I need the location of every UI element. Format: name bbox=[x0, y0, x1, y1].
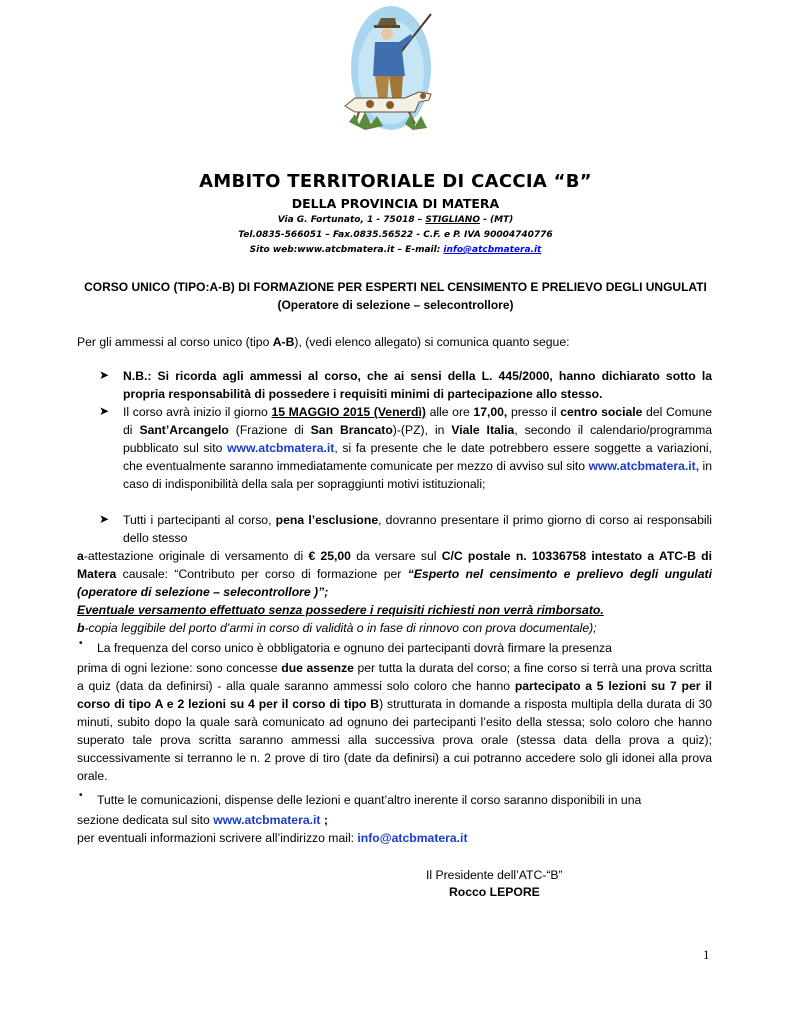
page-number: 1 bbox=[703, 947, 710, 962]
course-title: CORSO UNICO (TIPO:A-B) DI FORMAZIONE PER ESPERTI NEL CENSIMENTO E PRELIEVO DEGLI UNGULATI (Operatore di selezione – selecontrollore) bbox=[84, 280, 707, 312]
president-name: Rocco LEPORE bbox=[449, 885, 540, 899]
association-address: Via G. Fortunato, 1 - 75018 – STIGLIANO - (MT) bbox=[277, 215, 514, 225]
site-link[interactable]: www.atcbmatera.it bbox=[213, 813, 321, 827]
participants-info: Tutti i partecipanti al corso, pena l’esclusione, dovranno presentare il primo giorno di corso ai responsabili dello stesso bbox=[123, 513, 712, 545]
communications-site: sezione dedicata sul sito www.atcbmatera.it ; bbox=[77, 813, 328, 827]
hunter-dog-logo bbox=[335, 4, 447, 138]
association-contacts: Sito web:www.atcbmatera.it – E-mail: info@atcbmatera.it bbox=[249, 245, 542, 255]
email-link[interactable]: info@atcbmatera.it bbox=[357, 831, 468, 845]
contact-email-line: per eventuali informazioni scrivere all’indirizzo mail: info@atcbmatera.it bbox=[77, 831, 468, 845]
association-phone: Tel.0835-566051 – Fax.0835.56522 - C.F. e P. IVA 90004740776 bbox=[238, 230, 553, 240]
site-link[interactable]: www.atcbmatera.it, bbox=[588, 459, 700, 473]
arrow-bullet-icon: ➤ bbox=[99, 512, 110, 526]
item-a-payment: a-attestazione originale di versamento di € 25,00 da versare sul C/C postale n. 10336758 intestato a ATC-B di Matera causale: “Contributo per corso di formazione per “Esperto nel censimento e prelievo degli ungulati (operatore di selezione – selecontrollore )”; bbox=[77, 549, 713, 599]
attendance-details: prima di ogni lezione: sono concesse due assenze per tutta la durata del corso; a fine corso si terrà una prova scritta a quiz (data da definirsi) - alla quale saranno ammessi solo coloro che hanno partecipato a 5 lezioni su 7 per il corso di tipo A e 2 lezioni su 4 per il corso di tipo B) strutturata in domande a risposta multipla della durata di 30 minuti, subito dopo la quale sarà comunicato ad ognuno dei partecipanti l’esito della stessa; solo coloro che hanno superato tale prova scritta saranno ammessi alla successiva prova orale (stessa data della prova a quiz); successivamente si terranno le n. 2 prove di tiro (date da definirsi) a cui potranno accedere solo gli idonei alla prova orale. bbox=[77, 661, 713, 783]
nb-note: N.B.: Si ricorda agli ammessi al corso, che ai sensi della L. 445/2000, hanno dichiarato sotto la propria responsabilità di possedere i requisiti minimi di partecipazione allo stesso. bbox=[123, 369, 712, 401]
communications-line: Tutte le comunicazioni, dispense delle lezioni e quant’altro inerente il corso saranno disponibili in una bbox=[97, 793, 642, 807]
association-title: AMBITO TERRITORIALE DI CACCIA “B” bbox=[199, 171, 592, 192]
header-email-link[interactable]: info@atcbmatera.it bbox=[443, 245, 542, 255]
town-name: STIGLIANO bbox=[425, 215, 480, 225]
intro-text: Per gli ammessi al corso unico (tipo A-B), (vedi elenco allegato) si comunica quanto segue: bbox=[77, 335, 570, 349]
item-b-document: b-copia leggibile del porto d’armi in corso di validità o in fase di rinnovo con prova documentale); bbox=[77, 621, 597, 635]
arrow-bullet-icon: ➤ bbox=[99, 404, 110, 418]
president-role: Il Presidente dell’ATC-“B” bbox=[426, 868, 563, 882]
attendance-line: La frequenza del corso unico è obbligatoria e ognuno dei partecipanti dovrà firmare la presenza bbox=[97, 641, 612, 655]
arrow-bullet-icon: ➤ bbox=[99, 368, 110, 382]
dot-bullet-icon: • bbox=[79, 790, 83, 801]
refund-warning: Eventuale versamento effettuato senza possedere i requisiti richiesti non verrà rimborsato. bbox=[77, 603, 604, 617]
site-link[interactable]: www.atcbmatera.it bbox=[227, 441, 335, 455]
course-start-info: Il corso avrà inizio il giorno 15 MAGGIO 2015 (Venerdì) alle ore 17,00, presso il centro sociale del Comune di Sant’Arcangelo (Frazione di San Brancato)-(PZ), in Viale Italia, secondo il calendario/programma pubblicato sul sito www.atcbmatera.it, si fa presente che le date potrebbero essere soggette a variazioni, che eventualmente saranno immediatamente comunicate per mezzo di avviso sul sito www.atcbmatera.it, in caso di indisponibilità della sala per sopraggiunti motivi istituzionali; bbox=[123, 405, 713, 491]
association-subtitle: DELLA PROVINCIA DI MATERA bbox=[291, 196, 500, 211]
dot-bullet-icon: • bbox=[79, 638, 83, 649]
